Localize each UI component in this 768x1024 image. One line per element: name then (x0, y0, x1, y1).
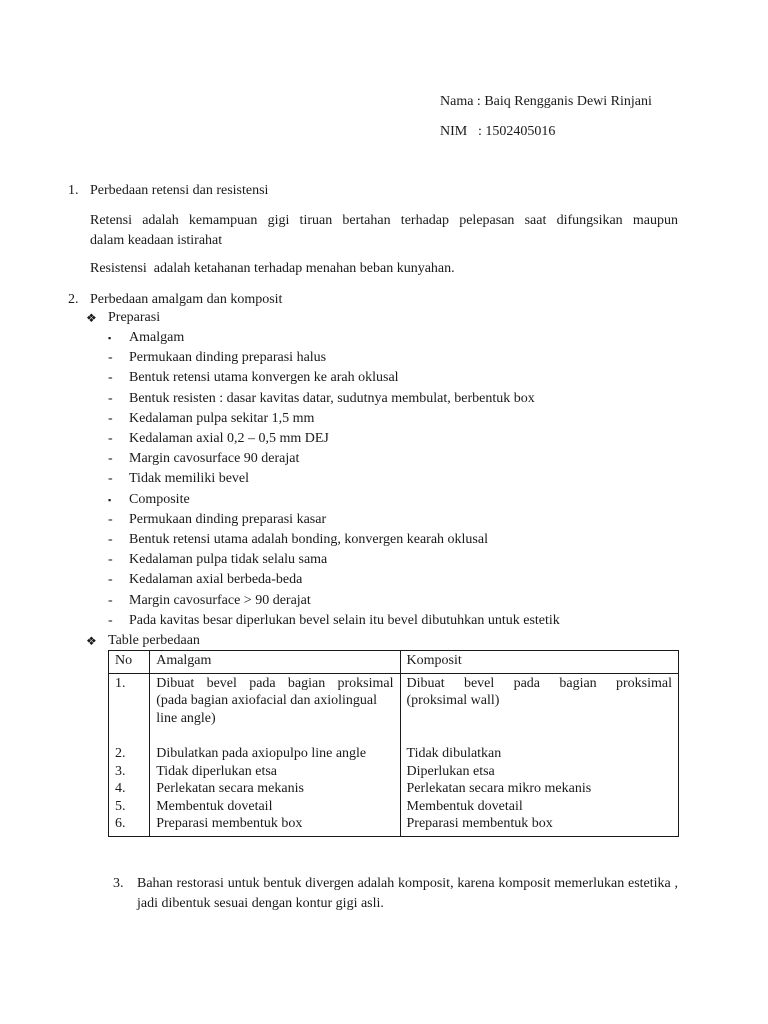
komposit-cell: Tidak dibulatkan (406, 746, 502, 761)
table-label: Table perbedaan (108, 633, 200, 648)
student-header (440, 92, 652, 142)
dash-bullet-icon: - (108, 592, 113, 608)
komposit-column (400, 673, 678, 836)
komposit-cell: (proksimal wall) (406, 693, 500, 708)
comparison-table (108, 650, 679, 837)
row-number: 2. (115, 746, 126, 761)
amalgam-cell: Membentuk dovetail (156, 798, 273, 814)
diamond-bullet-icon: ❖ (86, 634, 97, 648)
header-amalgam: Amalgam (150, 651, 400, 674)
section-1-number: 1. (68, 183, 79, 198)
row-number: 5. (115, 798, 126, 814)
dash-bullet-icon: - (108, 431, 113, 446)
dash-bullet-icon: - (108, 350, 113, 366)
list-item-text: Kedalaman axial 0,2 – 0,5 mm DEJ (129, 431, 329, 446)
nim-value: : 1502405016 (478, 124, 556, 139)
dash-bullet-icon: - (108, 410, 113, 426)
row-number: 1. (115, 675, 126, 691)
list-item-text: Margin cavosurface 90 derajat (129, 451, 300, 467)
header-no: No (109, 651, 150, 674)
amalgam-cell: Dibulatkan pada axiopulpo line angle (156, 746, 367, 761)
square-bullet-icon: ▪ (108, 333, 112, 343)
komposit-cell: Perlekatan secara mikro mekanis (406, 781, 592, 796)
komposit-cell: Diperlukan etsa (406, 763, 495, 779)
dash-bullet-icon: - (108, 572, 113, 588)
table-body-row (109, 673, 679, 836)
list-item (108, 429, 708, 449)
dash-bullet-icon: - (108, 511, 113, 527)
list-item (108, 570, 708, 590)
dash-bullet-icon: - (108, 390, 113, 406)
list-item (108, 389, 708, 409)
dash-bullet-icon: - (108, 471, 113, 487)
amalgam-cell: Perlekatan secara mekanis (156, 781, 304, 796)
resistensi-term: Resistensi (90, 261, 147, 276)
retensi-line-2: dalam keadaan istirahat (90, 233, 223, 248)
list-item-text: Margin cavosurface > 90 derajat (129, 592, 311, 608)
list-item-text: Kedalaman pulpa tidak selalu sama (129, 552, 328, 568)
dash-bullet-icon: - (108, 552, 113, 568)
section-2-title: Perbedaan amalgam dan komposit (90, 292, 283, 307)
list-item (108, 368, 708, 388)
retensi-paragraph (90, 211, 678, 251)
section-3-first-letter: B (137, 876, 147, 891)
amalgam-cell: Dibuat bevel pada bagian proksimal (156, 675, 394, 691)
section-1-title: Perbedaan retensi dan resistensi (90, 183, 269, 198)
nim-line (440, 122, 652, 142)
amalgam-column (150, 673, 400, 836)
preparasi-label: Preparasi (108, 310, 161, 325)
amalgam-cell: (pada bagian axiofacial dan axiolingual (156, 693, 377, 708)
list-item (108, 449, 708, 469)
section-2-number: 2. (68, 292, 79, 307)
header-komposit: Komposit (400, 651, 678, 674)
retensi-line-1: Retensi adalah kemampuan gigi tiruan bertahan terhadap pelepasan saat difungsikan maupun (90, 213, 678, 228)
dash-bullet-icon: - (108, 451, 113, 467)
section-3-paragraph (137, 874, 678, 914)
list-item (108, 530, 708, 550)
amalgam-cell: line angle) (156, 710, 216, 726)
list-item (108, 490, 708, 510)
square-bullet-icon: ▪ (108, 494, 112, 505)
list-item-text: Permukaan dinding preparasi halus (129, 350, 327, 366)
list-item-text: Tidak memiliki bevel (129, 471, 250, 487)
list-item (108, 611, 708, 631)
list-item-text: Bentuk retensi utama konvergen ke arah oklusal (129, 370, 399, 386)
list-item (108, 510, 708, 530)
list-item (108, 348, 708, 368)
list-item-text: Kedalaman axial berbeda-beda (129, 572, 303, 588)
diamond-bullet-icon: ❖ (86, 311, 97, 325)
dash-bullet-icon: - (108, 612, 113, 628)
name-line: Nama : Baiq Rengganis Dewi Rinjani (440, 94, 652, 109)
list-item (108, 469, 708, 489)
table-header-row (109, 651, 679, 674)
list-item (108, 409, 708, 429)
list-item-text: Permukaan dinding preparasi kasar (129, 511, 327, 527)
resistensi-definition: adalah ketahanan terhadap menahan beban kunyahan. (153, 261, 455, 276)
row-number: 4. (115, 781, 126, 796)
no-column (109, 673, 150, 836)
list-item-text: Pada kavitas besar diperlukan bevel selain itu bevel dibutuhkan untuk estetik (129, 612, 560, 628)
row-number: 3. (115, 763, 126, 779)
list-item-text: Amalgam (129, 330, 185, 345)
list-item-text: Bentuk retensi utama adalah bonding, konvergen kearah oklusal (129, 532, 488, 547)
komposit-cell: Preparasi membentuk box (406, 816, 553, 831)
list-item-text: Bentuk resisten : dasar kavitas datar, sudutnya membulat, berbentuk box (129, 390, 535, 406)
komposit-cell: Membentuk dovetail (406, 798, 523, 814)
dash-bullet-icon: - (108, 370, 113, 386)
nim-label: NIM (440, 124, 468, 139)
amalgam-cell: Preparasi membentuk box (156, 816, 303, 831)
list-item (108, 550, 708, 570)
section-3-number: 3. (113, 876, 124, 891)
amalgam-cell: Tidak diperlukan etsa (156, 763, 278, 779)
list-item (108, 591, 708, 611)
list-item-text: Kedalaman pulpa sekitar 1,5 mm (129, 410, 315, 426)
resistensi-paragraph (90, 259, 678, 279)
list-item (108, 328, 708, 348)
list-item-text: Composite (129, 491, 190, 507)
komposit-cell: Dibuat bevel pada bagian proksimal (406, 675, 672, 691)
section-3-text: ahan restorasi untuk bentuk divergen adalah komposit, karena komposit memerlukan estetika , jadi dibentuk sesuai dengan kontur gigi asli. (137, 876, 678, 911)
dash-bullet-icon: - (108, 532, 113, 547)
row-number: 6. (115, 816, 126, 831)
